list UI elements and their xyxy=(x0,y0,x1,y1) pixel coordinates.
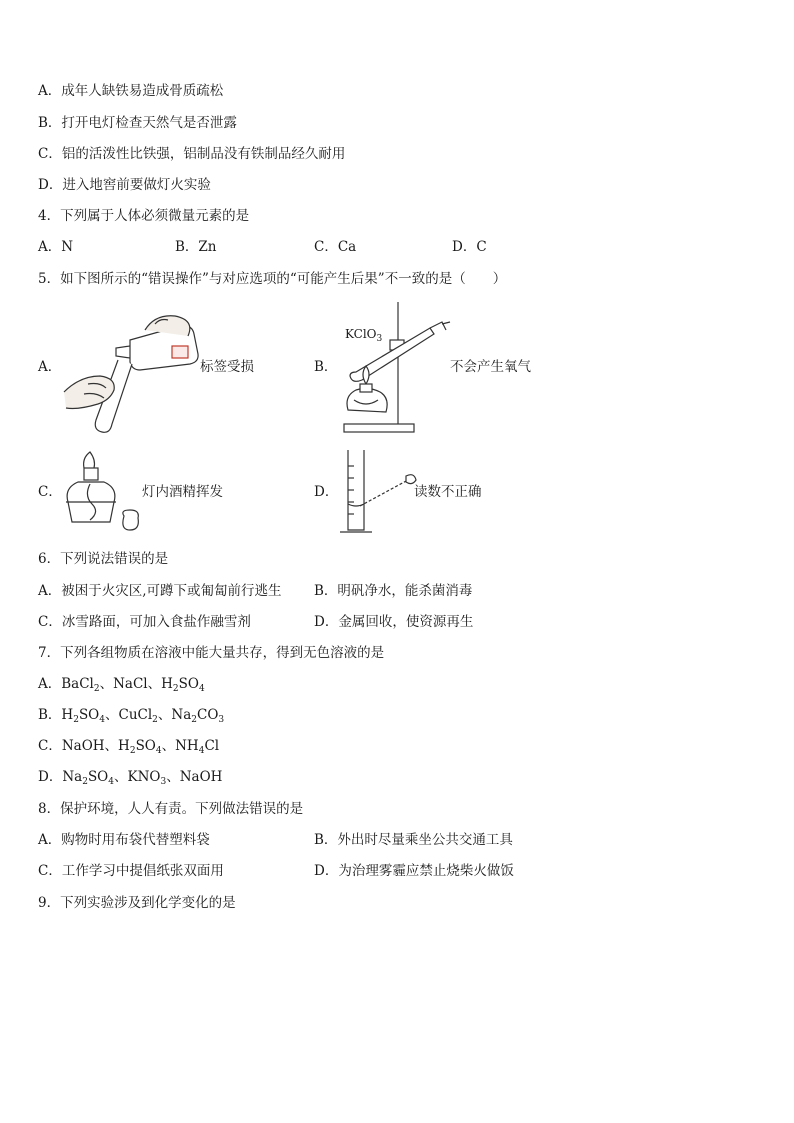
q7-stem: 7．下列各组物质在溶液中能大量共存，得到无色溶液的是 xyxy=(38,645,385,661)
q7-option-d: D．$Na_2SO_4$、$KNO_3$、NaOH xyxy=(38,769,223,787)
alcohol-lamp-figure xyxy=(60,448,150,538)
q4-option-b: B．Zn xyxy=(175,239,217,255)
q5-b-caption: 不会产生氧气 xyxy=(450,359,531,375)
q9-stem: 9．下列实验涉及到化学变化的是 xyxy=(38,895,236,911)
q4-option-a: A．N xyxy=(38,239,74,255)
q4-option-d: D．C xyxy=(452,239,487,255)
q6-option-c: C．冰雪路面，可加入食盐作融雪剂 xyxy=(38,614,251,630)
q6-stem: 6．下列说法错误的是 xyxy=(38,551,169,567)
q3-option-d: D．进入地窖前要做灯火实验 xyxy=(38,177,211,193)
q5-a-letter: A． xyxy=(38,359,62,375)
q7-option-b: B．$H_2SO_4$、CuCl$_2$、$Na_2CO_3$ xyxy=(38,707,225,725)
q3-option-c: C．铝的活泼性比铁强，铝制品没有铁制品经久耐用 xyxy=(38,146,346,162)
q6-option-a: A．被困于火灾区,可蹲下或匍匐前行逃生 xyxy=(38,583,282,599)
q6-option-d: D．金属回收，使资源再生 xyxy=(314,614,474,630)
q8-option-b: B．外出时尽量乘坐公共交通工具 xyxy=(314,832,513,848)
pouring-liquid-figure xyxy=(60,300,200,435)
q3-option-b: B．打开电灯检查天然气是否泄露 xyxy=(38,115,237,131)
q8-option-d: D．为治理雾霾应禁止烧柴火做饭 xyxy=(314,863,514,879)
q3-option-a: A．成年人缺铁易造成骨质疏松 xyxy=(38,83,224,99)
q8-stem: 8．保护环境，人人有责。下列做法错误的是 xyxy=(38,801,304,817)
q5-b-letter: B． xyxy=(314,359,338,375)
q5-c-letter: C． xyxy=(38,484,62,500)
q4-option-c: C．Ca xyxy=(314,239,357,255)
q5-d-caption: 读数不正确 xyxy=(414,484,482,500)
q5-a-caption: 标签受损 xyxy=(200,359,254,375)
q4-stem: 4．下列属于人体必须微量元素的是 xyxy=(38,208,250,224)
q5-stem: 5．如下图所示的“错误操作”与对应选项的“可能产生后果”不一致的是（ ） xyxy=(38,271,507,287)
graduated-cylinder-figure xyxy=(336,446,426,542)
q7-option-a: A．BaCl$_2$、NaCl、$H_2SO_4$ xyxy=(38,676,205,694)
q6-option-b: B．明矾净水，能杀菌消毒 xyxy=(314,583,473,599)
q8-option-a: A．购物时用布袋代替塑料袋 xyxy=(38,832,210,848)
q5-d-letter: D． xyxy=(314,484,339,500)
q7-option-c: C．NaOH、$H_2SO_4$、$NH_4Cl$ xyxy=(38,738,220,756)
heating-apparatus-figure xyxy=(338,300,458,438)
q8-option-c: C．工作学习中提倡纸张双面用 xyxy=(38,863,224,879)
q5-c-caption: 灯内酒精挥发 xyxy=(142,484,223,500)
q5-b-reagent-label: KClO$_3$ xyxy=(345,327,383,344)
